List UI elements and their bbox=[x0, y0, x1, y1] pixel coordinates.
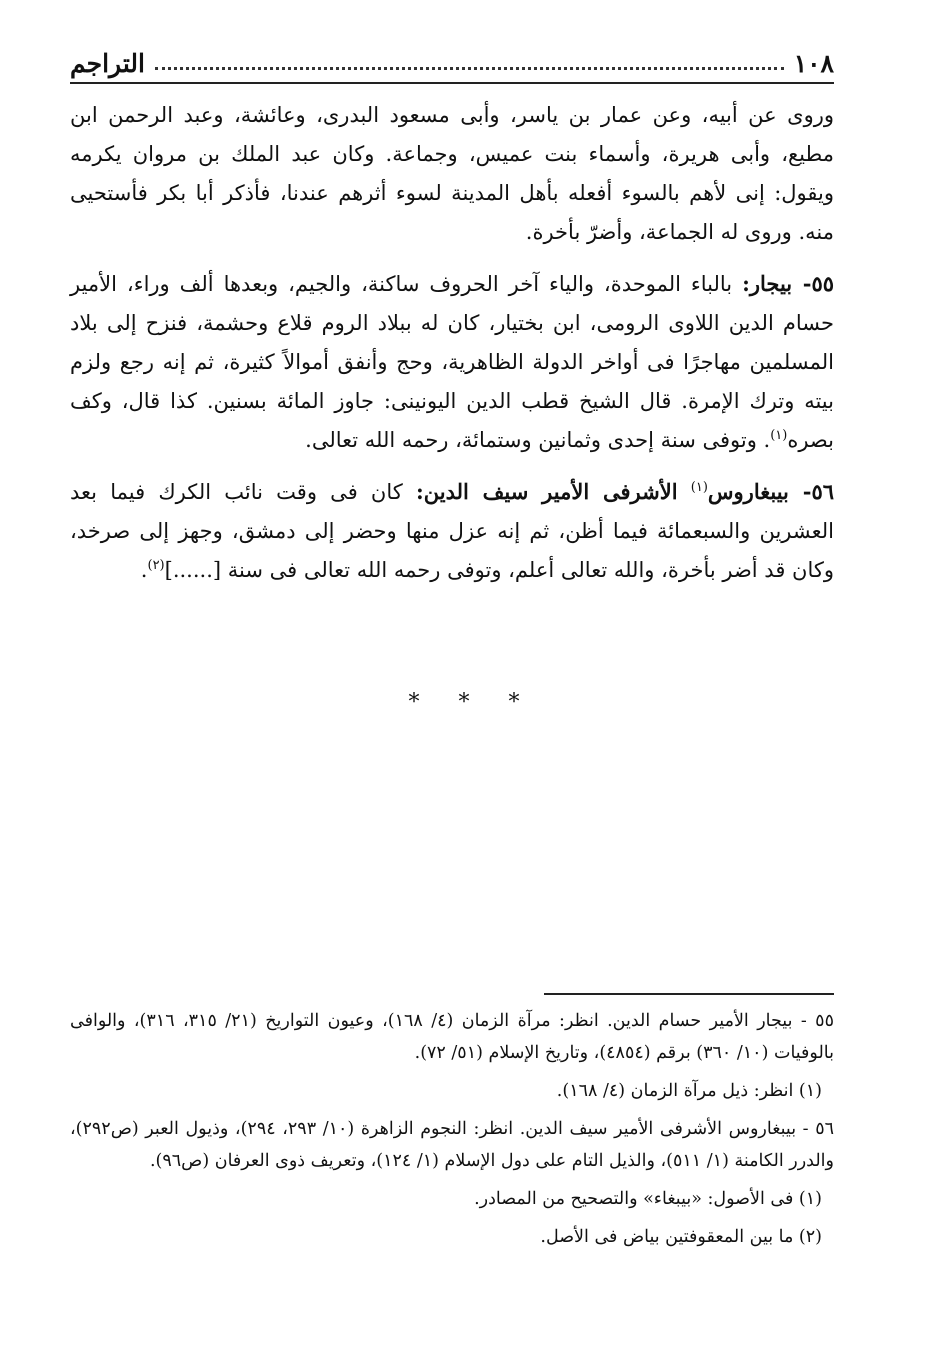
main-text bbox=[70, 96, 834, 602]
footnote-56: ٥٦ - بيبغاروس الأشرفى الأمير سيف الدين. انظر: النجوم الزاهرة (١٠/ ٢٩٣، ٢٩٤)، وذيول العبر (ص٢٩٢)، والدرر الكامنة (١/ ٥١١)، والذيل التام على دول الإسلام (١/ ١٢٤)، وتعريف ذوى العرفان (ص٩٦). bbox=[70, 1119, 835, 1171]
entry-55 bbox=[70, 264, 834, 460]
page-number: ١٠٨ bbox=[793, 49, 834, 78]
entry-55-text-a: بالباء الموحدة، والياء آخر الحروف ساكنة، والجيم، وبعدها ألف وراء، الأمير حسام الدين اللاوى الرومى، ابن بختيار، كان له ببلاد الروم قلاع وحشمة، فنزح إلى بلاد المسلمين مهاجرًا فى أواخر الدولة الظاهرية، وحج وأنفق أموالاً كثيرة، ثم إنه رجع ولزم بيته وترك الإمرة. قال الشيخ قطب الدين اليونينى: جاوز المائة بسنين. كذا قال، وكف بصره bbox=[70, 272, 834, 452]
entry-56-text-b: . bbox=[140, 558, 148, 582]
footnote-56-1: (١) فى الأصول: «بيبغاء» والتصحيح من المصادر. bbox=[474, 1189, 822, 1209]
entry-55-heading: ٥٥- بيجار: bbox=[742, 271, 834, 296]
footnote-ref-56-1[interactable]: (١) bbox=[690, 480, 708, 495]
header-leader-dots bbox=[155, 67, 784, 70]
footnote-55: ٥٥ - بيجار الأمير حسام الدين. انظر: مرآة الزمان (٤/ ١٦٨)، وعيون التواريخ (٢١/ ٣١٥، ٣١٦)، والوافى بالوفيات (١٠/ ٣٦٠) برقم (٤٨٥٤)، وتاريخ الإسلام (٥١/ ٧٢). bbox=[70, 1011, 834, 1063]
footnote-55-1: (١) انظر: ذيل مرآة الزمان (٤/ ١٦٨). bbox=[556, 1081, 822, 1101]
entry-56-heading-2: الأشرفى الأمير سيف الدين: bbox=[415, 479, 678, 504]
entry-55-text-b: . وتوفى سنة إحدى وثمانين وستمائة، رحمه الله تعالى. bbox=[305, 428, 771, 452]
entry-56 bbox=[70, 472, 834, 590]
entry-56-heading: ٥٦- بيبغاروس bbox=[707, 479, 834, 504]
page-header bbox=[70, 38, 834, 84]
footnotes bbox=[70, 1005, 834, 1259]
footnote-56-2: (٢) ما بين المعقوفتين بياض فى الأصل. bbox=[540, 1227, 822, 1247]
footnote-ref-55-1[interactable]: (١) bbox=[770, 428, 788, 443]
paragraph-continuation: وروى عن أبيه، وعن عمار بن ياسر، وأبى مسعود البدرى، وعائشة، وعبد الرحمن ابن مطيع، وأبى هريرة، وأسماء بنت عميس، وجماعة. وكان عبد الملك بن مروان يكرمه ويقول: إنى لأهم بالسوء أفعله بأهل المدينة لسوء أثرهم عندنا، فأذكر أبا بكر فأستحيى منه. وروى له الجماعة، وأضرّ بأخرة. bbox=[70, 103, 834, 244]
running-title: التراجم bbox=[70, 49, 145, 78]
footnote-divider bbox=[544, 993, 834, 995]
entry-56-text-a: كان فى وقت نائب الكرك فيما بعد العشرين والسبعمائة فيما أظن، ثم إنه عزل منها وحضر إلى دمشق، وجهز إلى صرخد، وكان قد أضر بأخرة، والله تعالى أعلم، وتوفى رحمه الله تعالى فى سنة [......] bbox=[70, 480, 834, 582]
footnote-ref-56-2[interactable]: (٢) bbox=[147, 558, 165, 573]
section-separator-stars: * * * bbox=[408, 690, 536, 715]
